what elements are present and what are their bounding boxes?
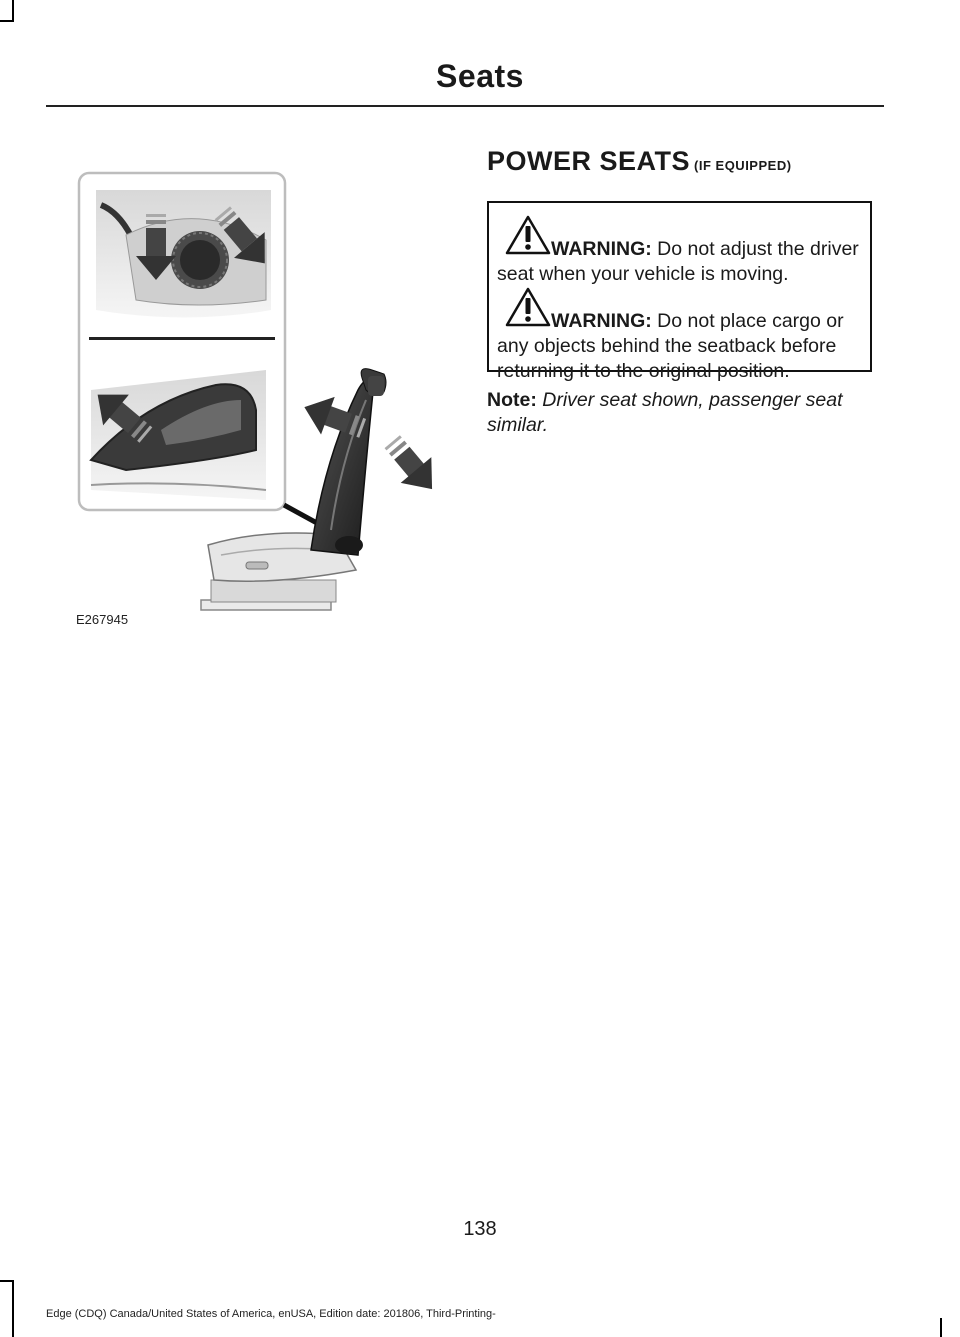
figure-id: E267945 [76, 612, 129, 627]
page-title: Seats [436, 58, 524, 94]
crop-mark [0, 1280, 14, 1282]
title-divider [46, 105, 884, 107]
crop-mark [12, 1280, 14, 1337]
warning-text: Do not place cargo or any objects behind the seatback before returning it to the original position. [497, 310, 844, 382]
note [487, 388, 872, 438]
note-text: Driver seat shown, passenger seat similar. [487, 389, 843, 436]
warning-text: Do not adjust the driver seat when your vehicle is moving. [497, 238, 859, 285]
warning-item [497, 309, 867, 384]
section-heading-text: POWER SEATS [487, 146, 691, 176]
section-qualifier: (IF EQUIPPED) [694, 158, 792, 173]
warning-triangle-icon [505, 215, 551, 255]
arrow-icon [377, 429, 446, 502]
page-number: 138 [463, 1218, 497, 1240]
section-heading [487, 146, 792, 177]
edition-footer: Edge (CDQ) Canada/United States of America, enUSA, Edition date: 201806, Third-Printing- [46, 1308, 496, 1320]
warning-triangle-icon [505, 287, 551, 327]
warning-label: WARNING: [551, 310, 652, 332]
note-label: Note: [487, 389, 537, 411]
warning-item [497, 237, 867, 287]
crop-mark [12, 0, 14, 22]
warning-label: WARNING: [551, 238, 652, 260]
seat-control-icon [91, 370, 266, 500]
crop-mark [940, 1318, 942, 1337]
crop-mark [0, 20, 14, 22]
warning-box [487, 201, 872, 382]
seat-controls-figure [66, 160, 446, 630]
